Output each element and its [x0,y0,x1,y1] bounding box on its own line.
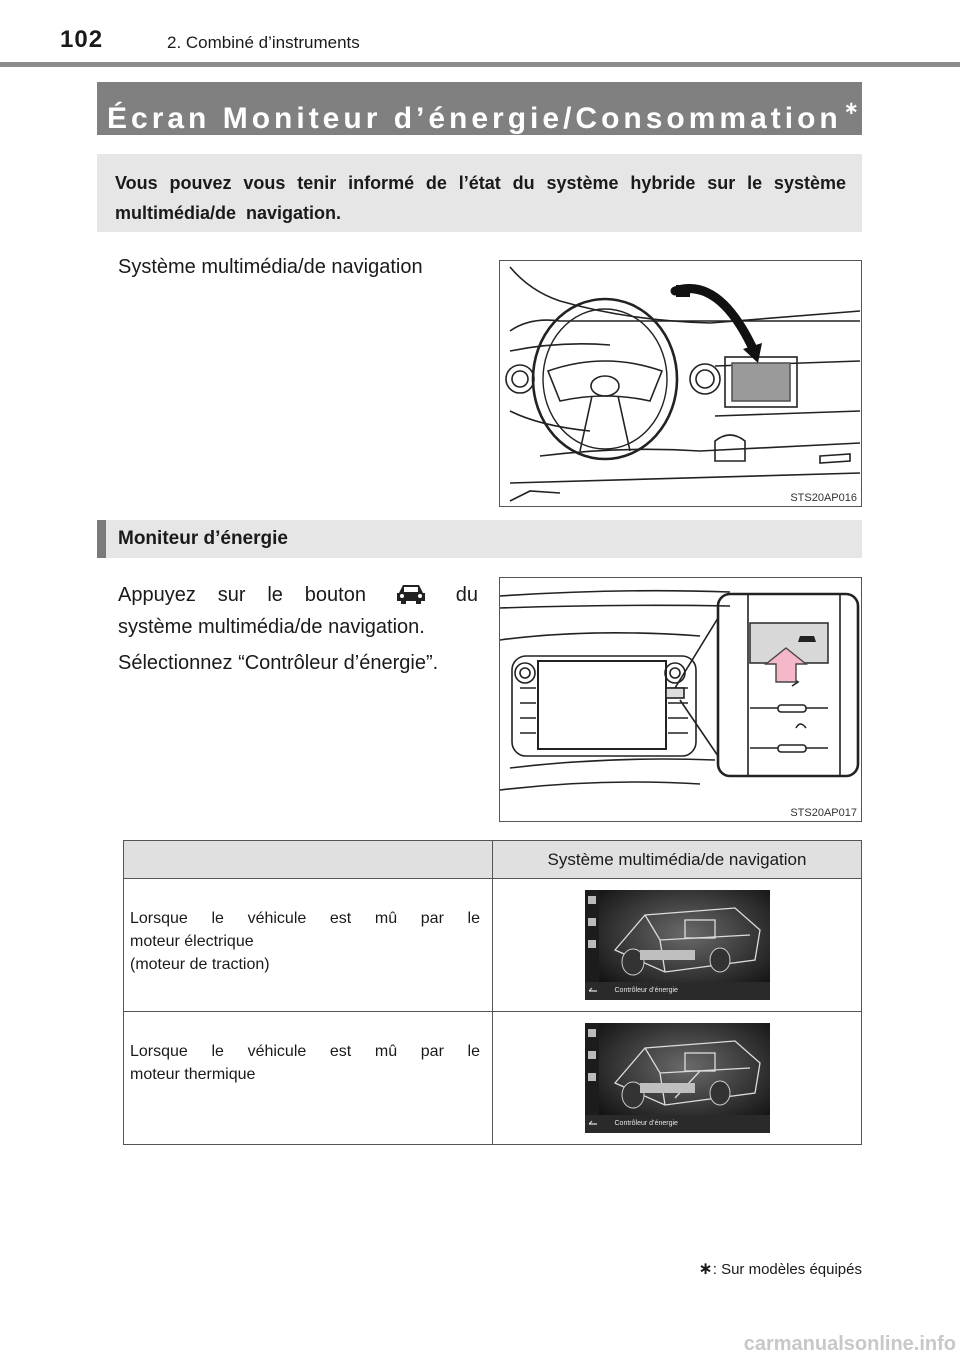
footnote [698,1259,862,1279]
energy-screen-drawing [585,1023,770,1133]
figure-code: STS20AP017 [790,807,857,819]
footnote-star: ∗ [698,1259,713,1278]
table-header-empty [124,841,493,879]
table-row [124,879,862,1012]
row-label-line3: (moteur de traction) [130,956,270,973]
instruction-select: Sélectionnez “Contrôleur d’énergie”. [118,652,439,674]
system-label: Système multimédia/de navigation [118,256,423,278]
dashboard-drawing [500,261,862,507]
row-label-line2: moteur thermique [130,1066,256,1083]
page-title [97,82,862,135]
table-row-label [124,879,493,1012]
energy-screen-drawing [585,890,770,1000]
head-unit-drawing [500,578,862,822]
energy-screen-thermal [585,1023,770,1133]
energy-screen-electric [585,890,770,1000]
energy-monitor-table [123,840,862,1145]
row-label-line1: Lorsque le véhicule est mû par le [130,1043,480,1060]
head-unit-illustration [499,577,862,822]
car-icon [394,581,428,605]
screen-caption: Contrôleur d’énergie [614,1120,678,1127]
table-row-image-cell [493,879,862,1012]
section-heading: Moniteur d’énergie [97,520,862,558]
instruction-press-part2: du [455,584,479,606]
watermark: carmanualsonline.info [743,1333,956,1355]
page-title-text: Écran Moniteur d’énergie/Consommation [107,102,842,135]
figure-code: STS20AP016 [790,492,857,504]
table-row [124,1012,862,1145]
footnote-marker: ∗ [843,98,859,118]
chapter-title: 2. Combiné d’instruments [167,33,360,52]
row-label-line1: Lorsque le véhicule est mû par le [130,910,480,927]
dashboard-illustration [499,260,862,507]
screen-caption: Contrôleur d’énergie [614,987,678,994]
instruction-press [118,580,478,610]
page-number: 102 [60,26,104,53]
intro-box: Vous pouvez vous tenir informé de l’état du système hybride sur le système multimédia/de navigation. [97,154,862,232]
footnote-text: : Sur modèles équipés [712,1261,862,1278]
table-row-label [124,1012,493,1145]
table-row-image-cell [493,1012,862,1145]
row-label-line2: moteur électrique [130,933,254,950]
instruction-press-part1: Appuyez sur le bouton [118,584,366,606]
table-header-row [124,841,862,879]
table-header-system: Système multimédia/de navigation [493,841,862,879]
header-rule [0,62,960,67]
instruction-press-line2: système multimédia/de navigation. [118,616,425,638]
